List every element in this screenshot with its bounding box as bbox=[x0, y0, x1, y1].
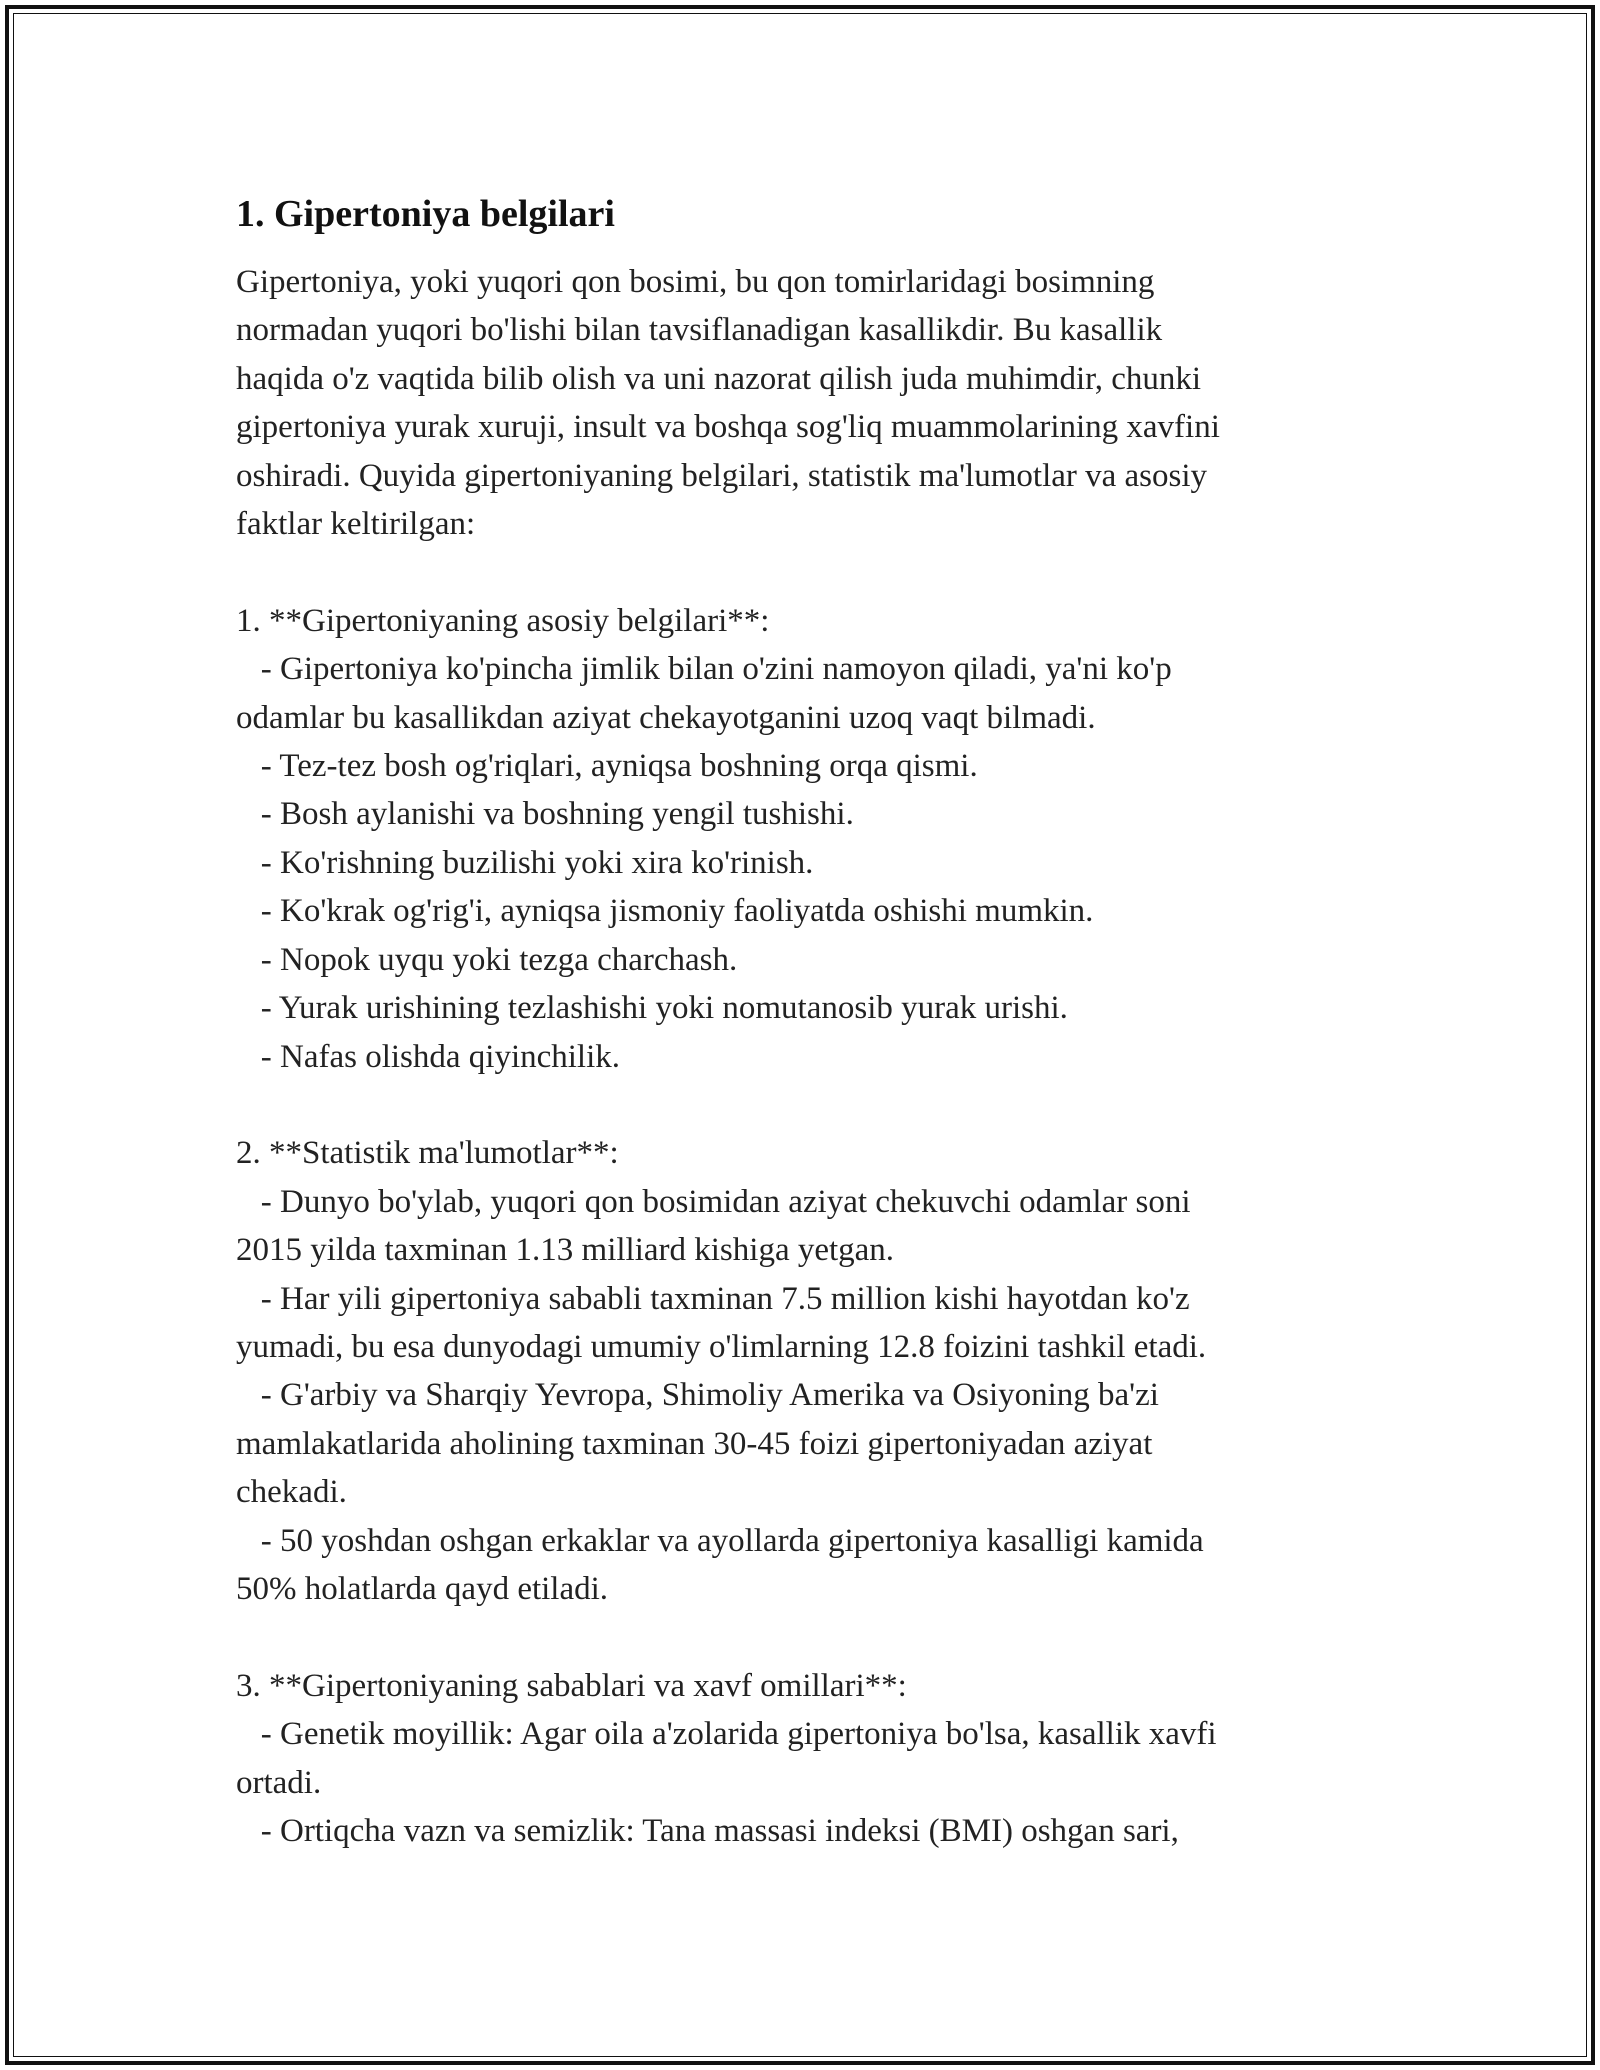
document-content bbox=[236, 188, 1366, 1855]
section-heading: 1. Gipertoniya belgilari bbox=[236, 193, 615, 235]
section-body: Gipertoniya, yoki yuqori qon bosimi, bu qon tomirlaridagi bosimning normadan yuqori bo'lishi bilan tavsiflanadigan kasallikdir. Bu kasallik haqida o'z vaqtida bilib olish va uni nazorat qilish juda muhimdir, chunki gipertoniya yurak xuruji, insult va boshqa sog'liq muammolarining xavfini oshiradi. Quyida gipertoniyaning belgilari, statistik ma'lumotlar va asosiy faktlar keltirilgan: 1. **Gipertoniyaning asosiy belgilari**: - Gipertoniya ko'pincha jimlik bilan o'zini namoyon qiladi, ya'ni ko'p odamlar bu kasallikdan aziyat chekayotganini uzoq vaqt bilmadi. - Tez-tez bosh og'riqlari, ayniqsa boshning orqa qismi. - Bosh aylanishi va boshning yengil tushishi. - Ko'rishning buzilishi yoki xira ko'rinish. - Ko'krak og'rig'i, ayniqsa jismoniy faoliyatda oshishi mumkin. - Nopok uyqu yoki tezga charchash. - Yurak urishining tezlashishi yoki nomutanosib yurak urishi. - Nafas olishda qiyinchilik. 2. **Statistik ma'lumotlar**: - Dunyo bo'ylab, yuqori qon bosimidan aziyat chekuvchi odamlar soni 2015 yilda taxminan 1.13 milliard kishiga yetgan. - Har yili gipertoniya sababli taxminan 7.5 million kishi hayotdan ko'z yumadi, bu esa dunyodagi umumiy o'limlarning 12.8 foizini tashkil etadi. - G'arbiy va Sharqiy Yevropa, Shimoliy Amerika va Osiyoning ba'zi mamlakatlarida aholining taxminan 30-45 foizi gipertoniyadan aziyat chekadi. - 50 yoshdan oshgan erkaklar va ayollarda gipertoniya kasalligi kamida 50% holatlarda qayd etiladi. 3. **Gipertoniyaning sabablari va xavf omillari**: - Genetik moyillik: Agar oila a'zolarida gipertoniya bo'lsa, kasallik xavfi ortadi. - Ortiqcha vazn va semizlik: Tana massasi indeksi (BMI) oshgan sari, bbox=[236, 264, 1220, 1849]
